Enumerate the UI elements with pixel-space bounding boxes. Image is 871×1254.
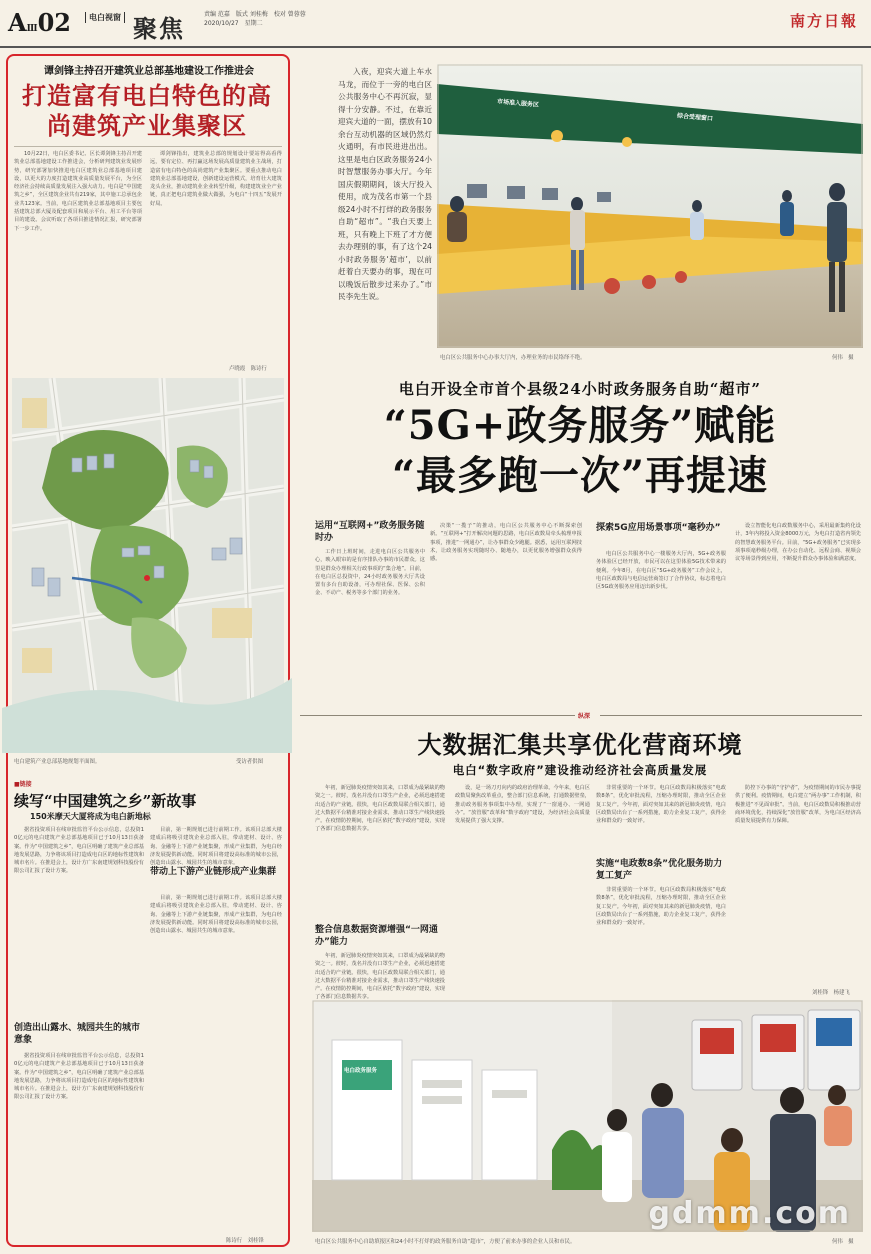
divider-left bbox=[300, 715, 575, 716]
bigdata-sec2-title: 实施“电政数8条”优化服务助力复工复产 bbox=[596, 859, 723, 881]
side-subsection-a: 带动上下游产业链形成产业集群 bbox=[150, 867, 277, 877]
page-meta bbox=[204, 10, 404, 28]
plan-caption: 电白建筑产业总部基地规划平面图。 bbox=[14, 759, 101, 765]
main-col-3: 电白区公共服务中心一楼服务大厅内，5G+政务服务体验区已经开放，市民可以在这里体验5G技术带来的便利。今年8月，在电白区“5G+政务服务”工作会议上，电白区政数局与电信运营商签订了合作协议，标志着电白区5G政务服务应用迈出新步伐。 bbox=[596, 551, 726, 591]
lead-col-1: 10月22日，电白区委书记、区长谭剑锋主持召开建筑业总部基地建设工作推进会，分析研判建筑业发展形势，研究部署加快推进电白区建筑业总部基地项目建设，以更大的力度打造建筑业高质量发展平台，为全区经济社会持续高质量发展注入强大动力。电白是“中国建筑之乡”，全区建筑企业共有219家，其中施工总承包企业共123家。当前，电白区建筑业总部基地项目主要包括建筑总部大厦及配套项目和展示平台、用工平台等项目的建设。会议听取了各项目推进情况汇报，研究部署下一步工作。 bbox=[14, 151, 142, 232]
side-col-1b: 据省投资项目在线审批监管平台公示信息，总投资10亿元的电白建筑产业总部基地项目已于10月13日获备案。作为“中国建筑之乡”，电白区明确了建筑产业总部基地发展思路，力争将该项目打造成电白区的地标性建筑和城市名片。在推进会上，设计方广东南建规划科技股份有限公司汇报了设计方案。 bbox=[14, 1053, 144, 1101]
main-headline-1: “5G+政务服务”赋能 bbox=[383, 402, 777, 449]
newspaper-logo: 南方日報 bbox=[790, 12, 859, 30]
lead-kicker: 谭剑锋主持召开建筑业总部基地建设工作推进会 bbox=[44, 66, 254, 77]
depth-tag: 纵深 bbox=[578, 713, 591, 720]
lead-headline: 打造富有电白特色的高尚建筑产业集聚区 bbox=[22, 81, 272, 140]
main-sec2-title: 探索5G应用场景事项“毫秒办” bbox=[596, 523, 721, 533]
bigdata-col-2: 设，是一场刀刃向内的政府治理革命。今年来，电白区政数局聚焦改革重点，整合部门信息系统，打通数据壁垒，推动政务服务事项集中办理，实现了“一窗通办、一网通办”。“放管服”改革和“数字政府”建设，为经济社会高质量发展提供了强大支撑。 bbox=[455, 785, 590, 825]
main-sec1-title: 运用“互联网+”政务服务随时办 bbox=[315, 521, 425, 543]
bigdata-sec1-title: 整合信息数据资源增强“一网通办”能力 bbox=[315, 925, 438, 947]
main-headline-2: “最多跑一次”再提速 bbox=[391, 452, 768, 499]
intro-text: 入夜，迎宾大道上车水马龙，而位于一旁的电白区公共服务中心不再沉寂，显得十分安静。不过，在靠近迎宾大道的一面，摆放有10余台互动机器的区域仍然灯火通明，有市民进进出出。这里是电白区政务服务24小时智慧服务办事大厅。今年国庆假期期间，该大厅投入使用，成为茂名市第一个县级24小时不打烊的政务服务自助“超市”。“我白天要上班，只有晚上下班了才方便去办理别的事，有了这个24小时政务服务‘超市’，以前赶着白天要办的事，现在可以晚饭后散步过来办了。”市民李先生说。 bbox=[338, 67, 432, 301]
editor-line: 责编 范嘉 版式 刘桂梅 校对 曾蓉蓉 bbox=[204, 11, 306, 18]
hall-sign-2: 综合受理窗口 bbox=[676, 112, 714, 123]
divider-right bbox=[600, 715, 862, 716]
side-col-2: 目前，第一期规划已进行前期工作。该项目总部大楼建成后将吸引建筑企业总部入驻，带动建材、设计、咨询、金融等上下游产业链集聚，形成产业集群，为电白经济发展提供新动能。同时项目将建设高标准的城市公园，创造出山露水、城园共生的城市意象。 bbox=[150, 895, 282, 935]
screen-label: 电白政务服务 bbox=[344, 1068, 378, 1074]
side-headline: 续写“中国建筑之乡”新故事 bbox=[14, 792, 197, 810]
date-line: 2020/10/27 星期二 bbox=[204, 20, 263, 27]
section-title: 聚焦 bbox=[133, 14, 185, 43]
hall-photo-graphic bbox=[437, 64, 863, 348]
main-kicker: 电白开设全市首个县级24小时政务服务自助“超市” bbox=[398, 380, 762, 398]
bigdata-col-1b: 年初，新冠肺炎疫情突如其来，口罩成为最紧缺的物资之一。彼时，茂名并没有口罩生产企业，必须迅速搭建出适合的产业链。很快，电白区政数局联合相关部门，通过大数据平台精准对接企业需求，推动口罩生产线快速投产。在疫情防控期间，电白区依托“数字政府”建设，实现了各部门信息数据共享。 bbox=[315, 953, 445, 1001]
top-photo-caption: 电白区公共服务中心办事大厅内，办理业务的市民络绎不绝。 bbox=[440, 355, 586, 361]
side-col-1: 据省投资项目在线审批监管平台公示信息，总投资10亿元的电白建筑产业总部基地项目已于10月13日获备案。作为“中国建筑之乡”，电白区明确了建筑产业总部基地发展思路，力争将该项目打造成电白区的地标性建筑和城市名片。在推进会上，设计方广东南建规划科技股份有限公司汇报了设计方案。 bbox=[14, 827, 144, 875]
plan-credit: 受访者供图 bbox=[236, 759, 263, 765]
site-plan-image bbox=[12, 378, 284, 753]
site-watermark: gdmm.com bbox=[648, 1196, 851, 1231]
main-col-2: 决策“一揽子”的推动，电白区公共服务中心不断探索创新。“互联网+”打开解决问题的思路，电白区政数局牵头梳理申报事项，推进“一网通办”，让办事群众少跑腿。据悉，运用互联网技术，让政务服务实现随时办、随地办，以更优服务增强群众获得感。 bbox=[430, 523, 582, 563]
bottom-photo-caption: 电白区公共服务中心自助填报区和24小时不打烊的政务服务自助“超市”，方便了前来办事的企业人员和市民。 bbox=[315, 1239, 576, 1245]
page-number: AⅢ02 bbox=[8, 8, 71, 37]
site-plan-graphic bbox=[12, 378, 284, 753]
hall-photo bbox=[437, 64, 863, 348]
main-col-4: 设立智能化电白政数服务中心，采用最新集约化设计，3年内将投入资金8000万元，为电白打造省内领先的智慧政务服务平台。目前，“5G+政务服务”已实现多项事项毫秒级办理，在办公自动化、远程会商、视频会议等场景得到应用，不断提升群众办事体验和满意度。 bbox=[735, 523, 861, 563]
bigdata-col-3: 非常重要的一个环节。电白区政数局积极落实“电政数8条”，优化审批流程，压缩办理时限，推动全区企业复工复产。今年初，面对突如其来的新冠肺炎疫情，电白区政数局出台了一系列措施，助力企业复工复产，获得企业和群众的一致好评。 bbox=[596, 785, 726, 825]
column-name: 电白视窗 bbox=[85, 12, 125, 23]
bigdata-headline: 大数据汇集共享优化营商环境 bbox=[417, 730, 743, 759]
lead-byline: 卢晓霞 陈诗行 bbox=[229, 366, 267, 372]
side-col-2a: 目前，第一期规划已进行前期工作。该项目总部大楼建成后将吸引建筑企业总部入驻，带动建材、设计、咨询、金融等上下游产业链集聚，形成产业集群，为电白经济发展提供新动能。同时项目将建设高标准的城市公园，创造出山露水、城园共生的城市意象。 bbox=[150, 827, 282, 867]
side-subhead: 150米摩天大厦将成为电白新地标 bbox=[30, 812, 151, 821]
bigdata-col-4: 防控下办事的“守护者”，为疫情期间的市民办事提供了便利。疫情期间，电白建立“两办事”工作机制，积极推进“不见面审批”。当前，电白区政数局积极推动营商环境优化，持续深化“放管服”改革，为电白区经济高质量发展提供有力保障。 bbox=[735, 785, 861, 825]
lead-col-2: 谭剑锋指出，建筑业总部的规划设计要站得高看得远，要有定位、再打赢这场发展高质量建筑业主战场，打造富有电白特色的高尚建筑产业集聚区。要重点推动电白建筑业总部基地建设，创新建设运营模式，培育壮大建筑龙头企业，推动建筑业企业转型升级，构建建筑业全产业链，真正把电白建筑业做大做强，为电白“十四五”发展开好局。 bbox=[150, 151, 282, 207]
bigdata-col-3b: 非常重要的一个环节。电白区政数局积极落实“电政数8条”，优化审批流程，压缩办理时限，推动全区企业复工复产。今年初，面对突如其来的新冠肺炎疫情，电白区政数局出台了一系列措施，助力企业复工复产，获得企业和群众的一致好评。 bbox=[596, 887, 726, 927]
top-photo-credit: 何伟 摄 bbox=[832, 355, 854, 361]
main-col-1: 工作日上班时间，走进电白区公共服务中心，映入眼帘的是有序排队办事的市民群众。这里是群众办理相关行政事项的“集合地”。目前，在电白区总投资中，24小时政务服务大厅共设置有多台自助设备，可办理社保、医保、公积金、不动产、税务等多个部门的业务。 bbox=[315, 549, 425, 597]
side-byline: 陈诗行 刘桂锋 bbox=[226, 1238, 264, 1244]
hall-sign-1: 市场准入服务区 bbox=[496, 98, 540, 109]
bigdata-subhead: 电白“数字政府”建设推动经济社会高质量发展 bbox=[452, 763, 708, 777]
bigdata-byline: 刘桂锋 杨建飞 bbox=[812, 990, 850, 996]
side-subsection-b: 创造出山露水、城园共生的城市意象 bbox=[14, 1023, 141, 1045]
bottom-photo-credit: 何伟 摄 bbox=[832, 1239, 854, 1245]
link-tag: ■链接 bbox=[14, 781, 32, 788]
masthead-rule bbox=[0, 46, 871, 48]
bigdata-col-1: 年初，新冠肺炎疫情突如其来，口罩成为最紧缺的物资之一。彼时，茂名并没有口罩生产企业，必须迅速搭建出适合的产业链。很快，电白区政数局联合相关部门，通过大数据平台精准对接企业需求，推动口罩生产线快速投产。在疫情防控期间，电白区依托“数字政府”建设，实现了各部门信息数据共享。 bbox=[315, 785, 445, 833]
lead-rule bbox=[14, 146, 282, 147]
